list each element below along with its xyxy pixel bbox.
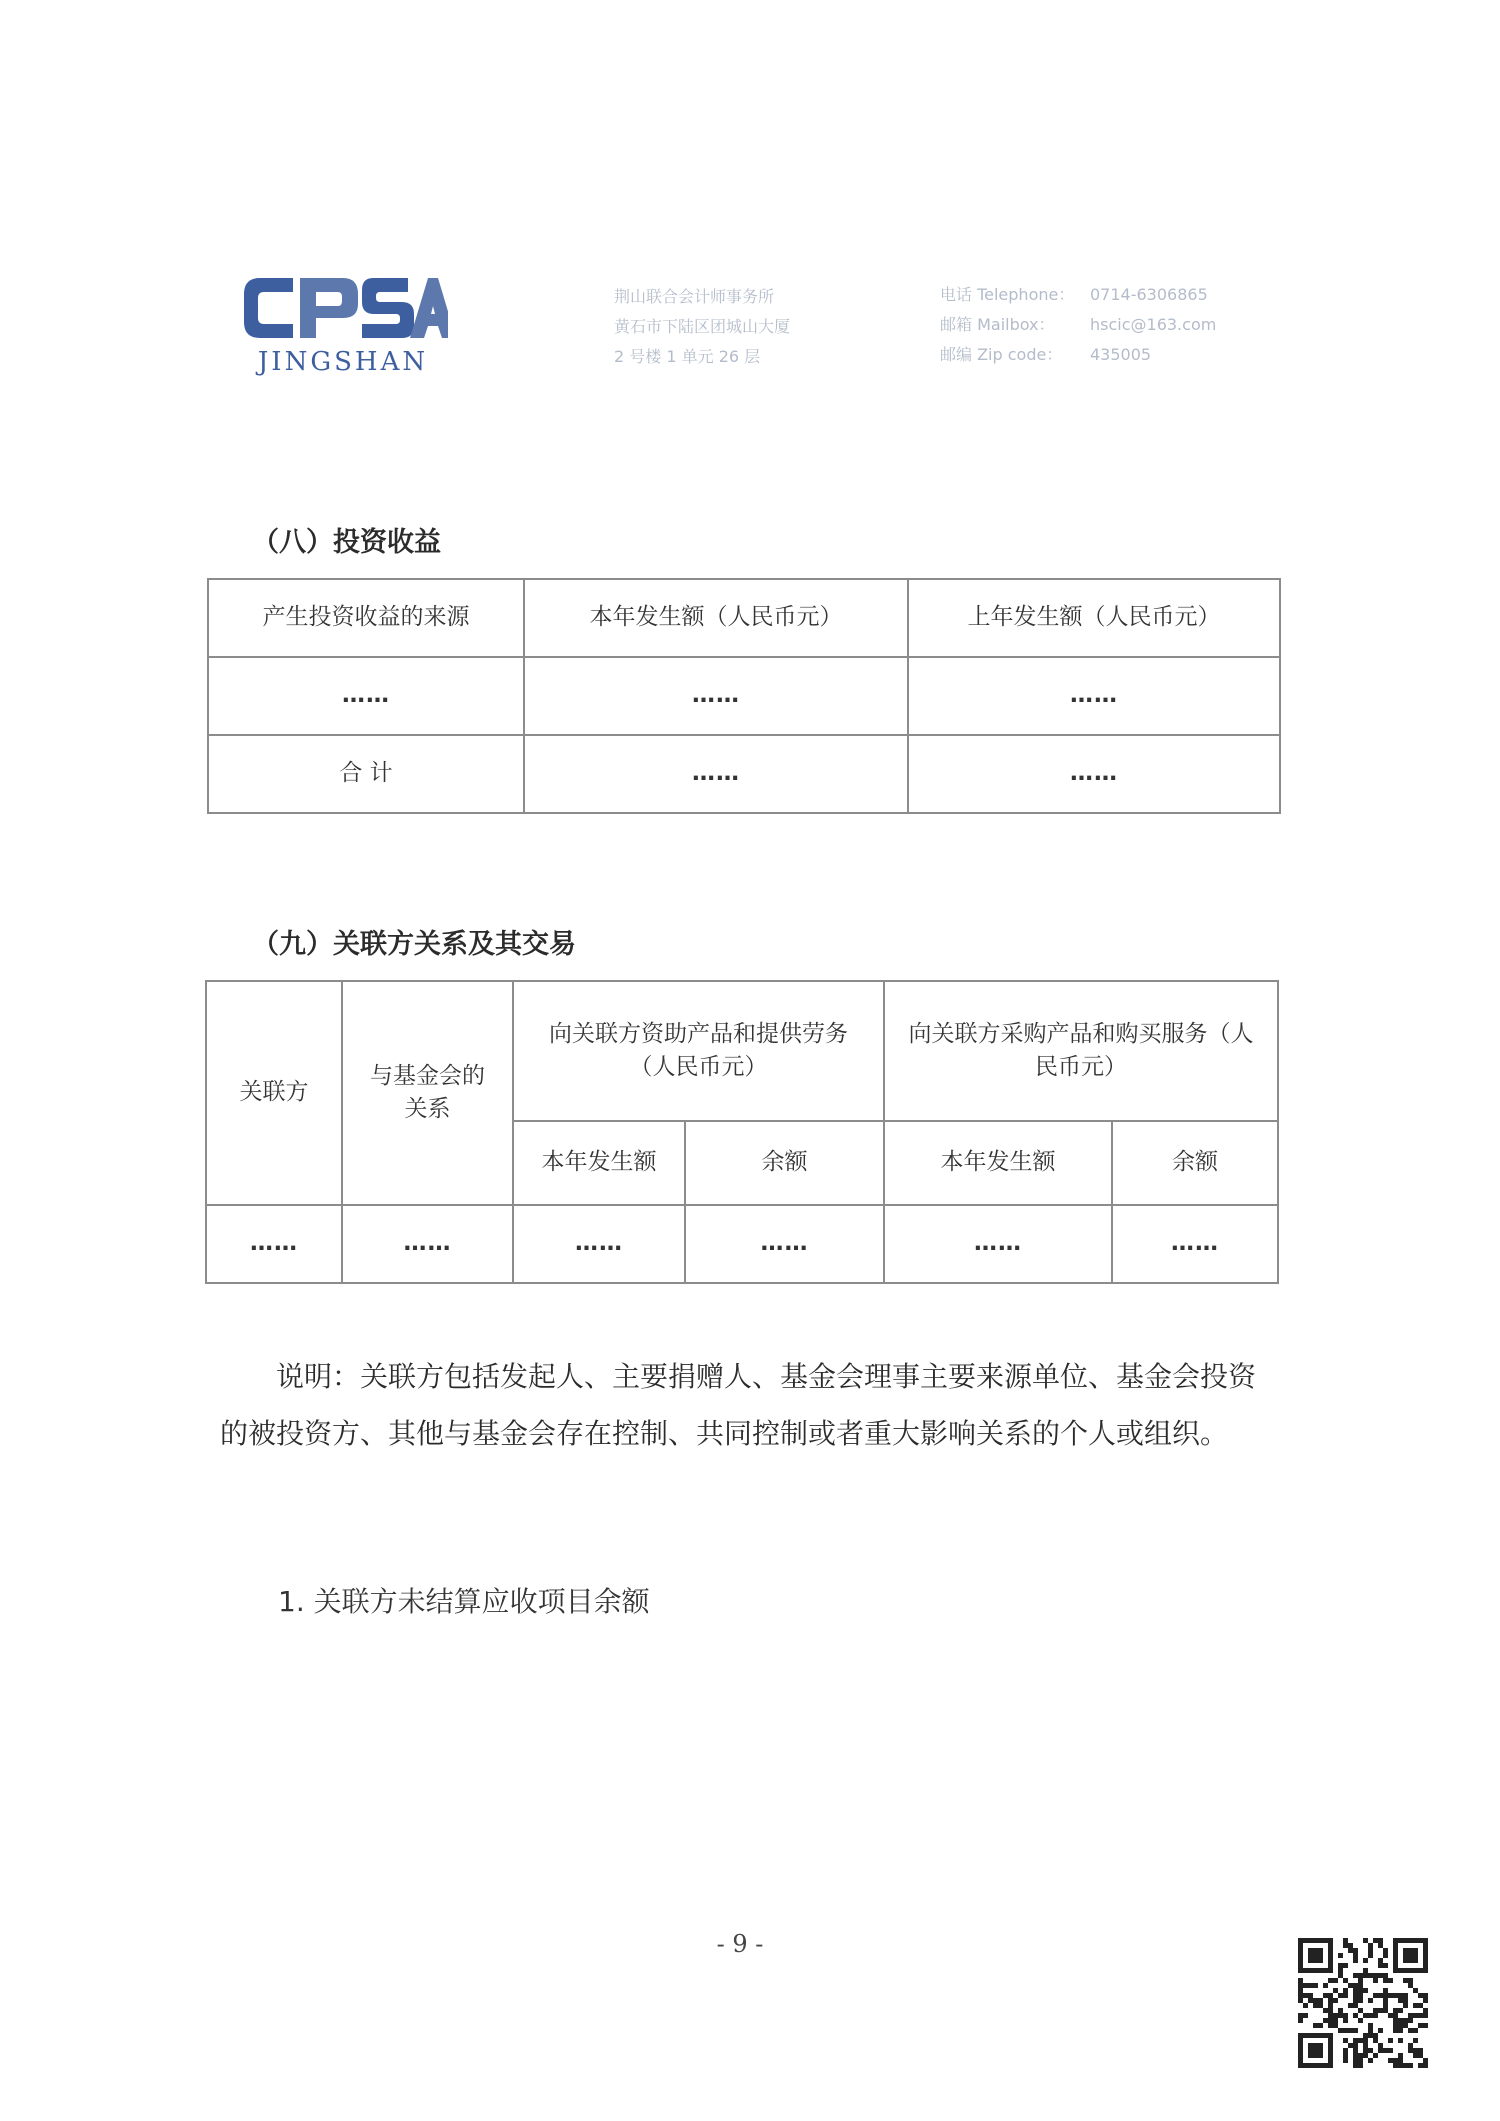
- table-cell: ……: [208, 657, 524, 735]
- table-cell: ……: [206, 1205, 342, 1283]
- page-number: - 9 -: [716, 1930, 764, 1958]
- table-header: 本年发生额（人民币元）: [524, 579, 908, 657]
- table-cell: ……: [685, 1205, 884, 1283]
- table-cell: ……: [524, 735, 908, 813]
- table-header: 产生投资收益的来源: [208, 579, 524, 657]
- contact-telephone: [940, 282, 1208, 305]
- contact-zipcode: [940, 342, 1151, 365]
- table-header-party: 关联方: [206, 981, 342, 1205]
- table-subheader: 本年发生额: [884, 1121, 1112, 1205]
- note-text: 说明：关联方包括发起人、主要捐赠人、基金会理事主要来源单位、基金会投资的被投资方、其他与基金会存在控制、共同控制或者重大影响关系的个人或组织。: [220, 1360, 1257, 1450]
- note-paragraph: [220, 1348, 1260, 1462]
- contact-label: 邮箱 Mailbox：: [940, 315, 1055, 334]
- firm-address-line: 2 号楼 1 单元 26 层: [614, 347, 761, 366]
- table-header-buy: 向关联方采购产品和购买服务（人民币元）: [884, 981, 1278, 1121]
- table-cell: ……: [513, 1205, 685, 1283]
- table-cell: ……: [342, 1205, 513, 1283]
- table-row: [206, 1205, 1278, 1283]
- table-header-give: 向关联方资助产品和提供劳务（人民币元）: [513, 981, 884, 1121]
- investment-income-table: [207, 578, 1281, 814]
- table-subheader: 本年发生额: [513, 1121, 685, 1205]
- firm-address-line: 黄石市下陆区团城山大厦: [614, 317, 791, 336]
- table-header-relation: 与基金会的关系: [342, 981, 513, 1205]
- table-cell: ……: [1112, 1205, 1278, 1283]
- table-subheader: 余额: [1112, 1121, 1278, 1205]
- table-cell: ……: [908, 735, 1280, 813]
- contact-value: hscic@163.com: [1090, 315, 1217, 334]
- table-cell: ……: [524, 657, 908, 735]
- contact-label: 邮编 Zip code：: [940, 345, 1063, 364]
- firm-logo: [238, 270, 448, 380]
- contact-label: 电话 Telephone：: [940, 285, 1075, 304]
- table-row-total: [208, 735, 1280, 813]
- logo-wordmark: JINGSHAN: [257, 347, 429, 377]
- subsection-heading: 1. 关联方未结算应收项目余额: [278, 1585, 650, 1618]
- table-cell: ……: [908, 657, 1280, 735]
- section-title-related-parties: （九）关联方关系及其交易: [252, 929, 576, 960]
- contact-value: 435005: [1090, 345, 1152, 364]
- table-subheader: 余额: [685, 1121, 884, 1205]
- table-row: [208, 657, 1280, 735]
- table-cell: ……: [884, 1205, 1112, 1283]
- section-title-investment-income: （八）投资收益: [252, 527, 441, 558]
- table-cell-total-label: 合 计: [208, 735, 524, 813]
- qr-code-icon: [1298, 1938, 1428, 2068]
- firm-name: 荆山联合会计师事务所: [614, 287, 775, 306]
- contact-value: 0714-6306865: [1090, 285, 1208, 304]
- table-header: 上年发生额（人民币元）: [908, 579, 1280, 657]
- contact-mailbox: [940, 312, 1216, 335]
- related-party-table: [205, 980, 1279, 1284]
